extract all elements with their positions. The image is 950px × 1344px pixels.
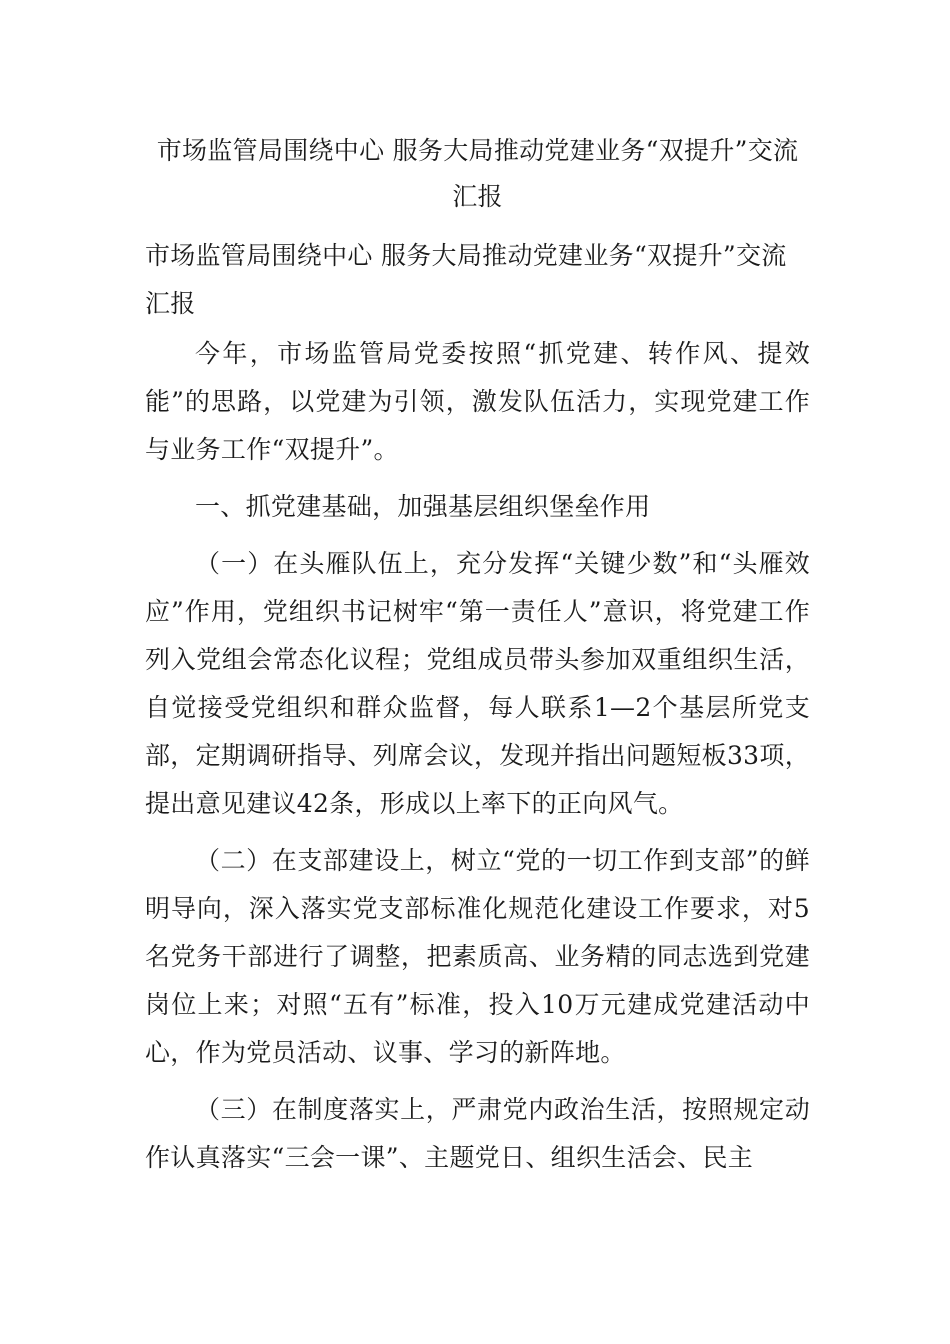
document-body: [145, 330, 810, 1182]
document-title: 市场监管局围绕中心 服务大局推动党建业务“双提升”交流汇报: [156, 136, 799, 211]
paragraph-1: （一）在头雁队伍上，充分发挥“关键少数”和“头雁效应”作用，党组织书记树牢“第一责任人”意识，将党建工作列入党组会常态化议程；党组成员带头参加双重组织生活，自觉接受党组织和群众监督，每人联系1—2个基层所党支部，定期调研指导、列席会议，发现并指出问题短板33项，提出意见建议42条，形成以上率下的正向风气。: [145, 549, 810, 818]
paragraph-2: （二）在支部建设上，树立“党的一切工作到支部”的鲜明导向，深入落实党支部标准化规范化建设工作要求，对5名党务干部进行了调整，把素质高、业务精的同志选到党建岗位上来；对照“五有”标准，投入10万元建成党建活动中心，作为党员活动、议事、学习的新阵地。: [145, 846, 810, 1067]
section-heading-1: 一、抓党建基础，加强基层组织堡垒作用: [195, 492, 651, 521]
paragraph-3: （三）在制度落实上，严肃党内政治生活，按照规定动作认真落实“三会一课”、主题党日、组织生活会、民主: [145, 1095, 810, 1172]
document-subtitle: 市场监管局围绕中心 服务大局推动党建业务“双提升”交流汇报: [145, 241, 787, 318]
intro-paragraph: 今年，市场监管局党委按照“抓党建、转作风、提效能”的思路，以党建为引领，激发队伍活力，实现党建工作与业务工作“双提升”。: [145, 339, 810, 464]
